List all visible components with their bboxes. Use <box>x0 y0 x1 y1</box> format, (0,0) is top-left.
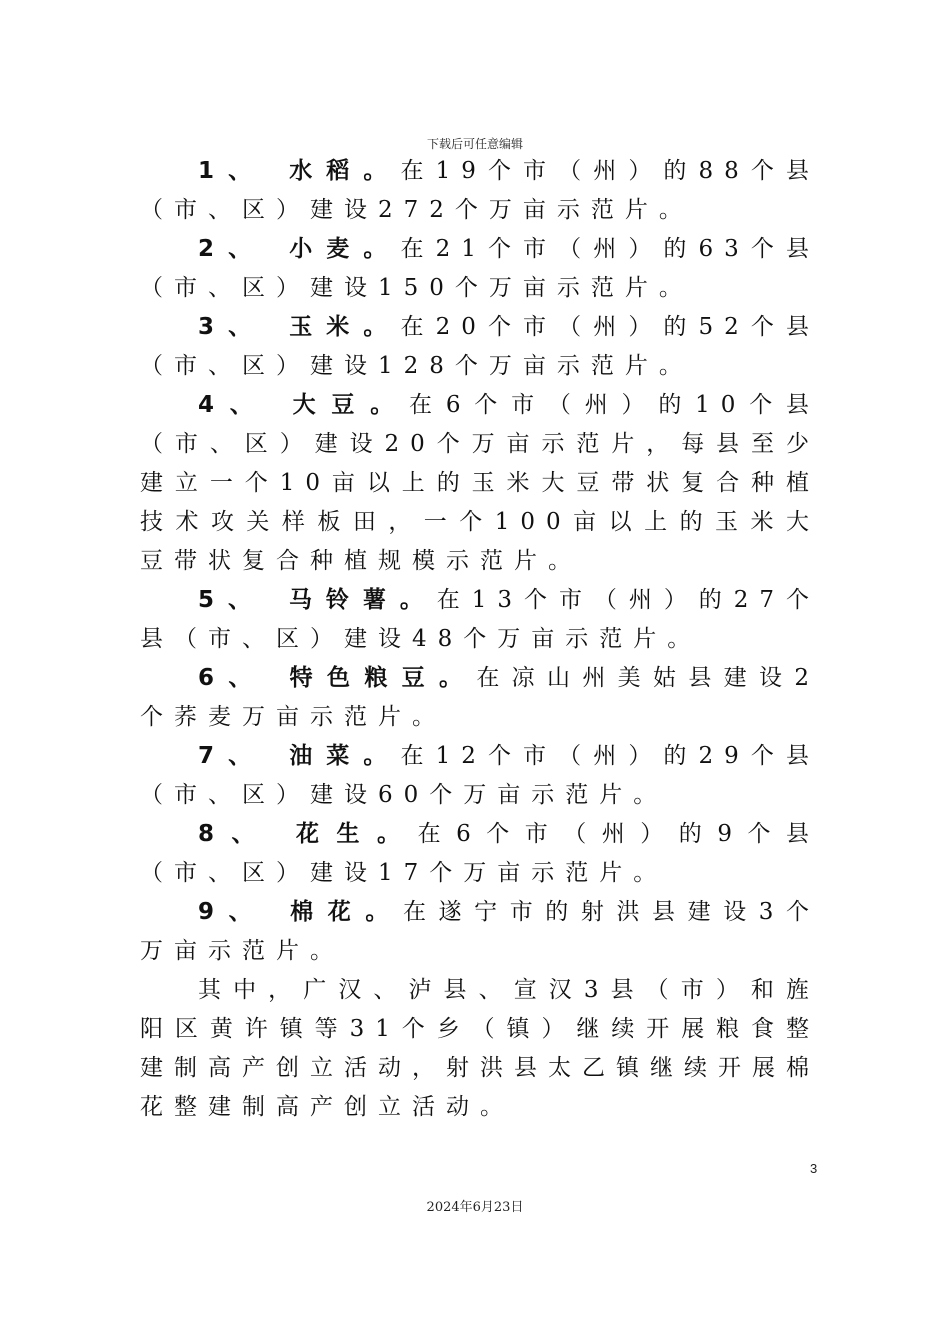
crop-name: 花生。 <box>296 821 418 847</box>
list-item-cotton <box>140 893 820 971</box>
item-number: 9、 <box>198 899 267 925</box>
list-item-wheat <box>140 230 820 308</box>
closing-paragraph: 其中，广汉、泸县、宣汉3县（市）和旌阳区黄许镇等31个乡（镇）继续开展粮食整建制高产创立活动，射洪县太乙镇继续开展棉花整建制高产创立活动。 <box>140 977 820 1120</box>
crop-name: 马铃薯。 <box>288 587 437 613</box>
footer-date: 2024年6月23日 <box>426 1200 524 1215</box>
item-text: 在12个市（州）的29个县（市、区）建设60个万亩示范片。 <box>140 743 820 808</box>
item-number: 8、 <box>198 821 273 847</box>
item-text: 在13个市（州）的27个县（市、区）建设48个万亩示范片。 <box>140 587 820 652</box>
crop-name: 特色粮豆。 <box>289 665 477 691</box>
crop-name: 水稻。 <box>289 158 401 184</box>
list-item-peanut <box>140 815 820 893</box>
item-text: 在6个市（州）的10个县（市、区）建设20个万亩示范片，每县至少建立一个10亩以上的玉米大豆带状复合种植技术攻关样板田，一个100亩以上的玉米大豆带状复合种植规模示范片。 <box>140 392 820 574</box>
item-text: 在凉山州美姑县建设2个荞麦万亩示范片。 <box>140 665 820 730</box>
crop-name: 大豆。 <box>292 392 410 418</box>
item-text: 在6个市（州）的9个县（市、区）建设17个万亩示范片。 <box>140 821 820 886</box>
item-number: 2、 <box>198 236 266 262</box>
list-item-specialty-grain <box>140 659 820 737</box>
crop-name: 油菜。 <box>289 743 401 769</box>
item-number: 4、 <box>198 392 269 418</box>
page-number: 3 <box>810 1161 818 1176</box>
item-number: 5、 <box>198 587 265 613</box>
crop-name: 玉米。 <box>289 314 401 340</box>
list-item-soybean <box>140 386 820 581</box>
document-body <box>140 152 820 1127</box>
item-number: 1、 <box>198 158 266 184</box>
list-item-rice <box>140 152 820 230</box>
item-number: 7、 <box>198 743 266 769</box>
item-number: 3、 <box>198 314 266 340</box>
list-item-corn <box>140 308 820 386</box>
item-text: 在19个市（州）的88个县（市、区）建设272个万亩示范片。 <box>140 158 820 223</box>
item-text: 在20个市（州）的52个县（市、区）建设128个万亩示范片。 <box>140 314 820 379</box>
list-item-rapeseed <box>140 737 820 815</box>
crop-name: 小麦。 <box>289 236 401 262</box>
crop-name: 棉花。 <box>290 899 403 925</box>
list-item-potato <box>140 581 820 659</box>
item-text: 在遂宁市的射洪县建设3个万亩示范片。 <box>140 899 820 964</box>
header-note: 下载后可任意编辑 <box>426 137 523 151</box>
item-text: 在21个市（州）的63个县（市、区）建设150个万亩示范片。 <box>140 236 820 301</box>
item-number: 6、 <box>198 665 266 691</box>
